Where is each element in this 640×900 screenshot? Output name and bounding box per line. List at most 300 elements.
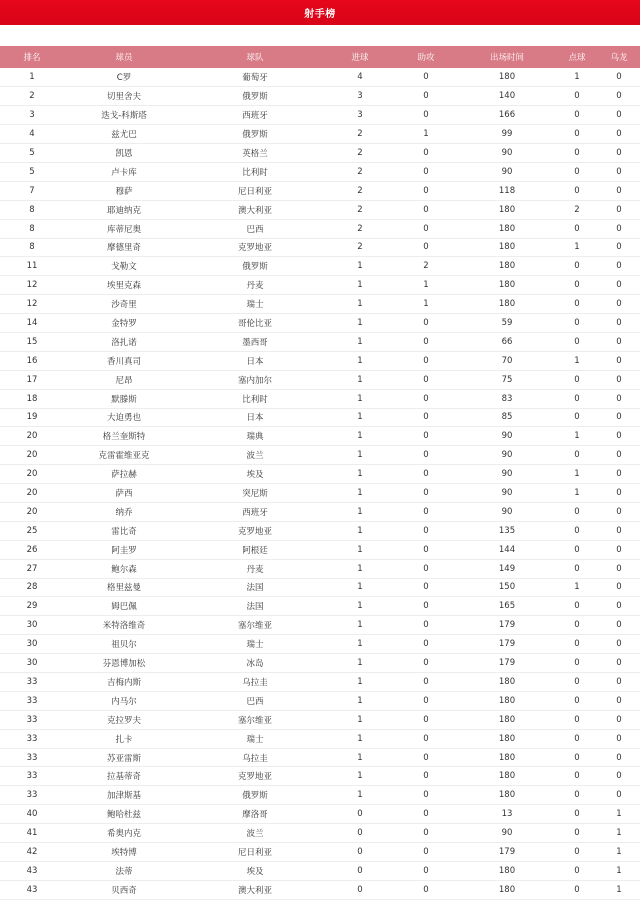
minutes-cell: 180	[498, 261, 516, 272]
assists-cell: 0	[423, 374, 429, 385]
assists-cell: 1	[423, 299, 429, 310]
goals-cell: 0	[357, 846, 363, 857]
penalties-cell: 1	[574, 469, 580, 480]
minutes-cell: 90	[501, 506, 513, 517]
rank-cell: 4	[29, 129, 35, 140]
rank-cell: 33	[26, 790, 38, 801]
table-row[interactable]	[0, 748, 640, 767]
table-row[interactable]	[0, 389, 640, 408]
column-header-own-goals[interactable]: 乌龙	[610, 53, 628, 63]
minutes-cell: 13	[501, 809, 513, 820]
own-goals-cell: 0	[616, 771, 622, 782]
own-goals-cell: 0	[616, 714, 622, 725]
own-goals-cell: 0	[616, 393, 622, 404]
header-spacer	[0, 25, 640, 46]
team-cell: 澳大利亚	[237, 885, 272, 896]
team-cell: 乌拉圭	[242, 753, 268, 764]
minutes-cell: 83	[501, 393, 513, 404]
assists-cell: 0	[423, 846, 429, 857]
table-row[interactable]	[0, 465, 640, 484]
goals-cell: 1	[357, 790, 363, 801]
rank-cell: 33	[26, 752, 38, 763]
penalties-cell: 0	[574, 374, 580, 385]
penalties-cell: 2	[574, 204, 580, 215]
player-cell: 苏亚雷斯	[106, 753, 141, 764]
minutes-cell: 180	[498, 72, 516, 83]
minutes-cell: 180	[498, 695, 516, 706]
team-cell: 埃及	[246, 470, 264, 481]
assists-cell: 0	[423, 865, 429, 876]
table-row[interactable]	[0, 654, 640, 673]
team-cell: 瑞士	[246, 640, 264, 651]
own-goals-cell: 1	[616, 865, 622, 876]
scorers-table	[0, 46, 640, 900]
minutes-cell: 180	[498, 790, 516, 801]
own-goals-cell: 0	[616, 110, 622, 121]
table-row[interactable]	[0, 616, 640, 635]
penalties-cell: 0	[574, 148, 580, 158]
table-row[interactable]	[0, 295, 640, 314]
rank-cell: 41	[26, 828, 38, 839]
penalties-cell: 0	[574, 771, 580, 782]
team-cell: 塞尔维亚	[237, 715, 272, 726]
team-cell: 法国	[246, 583, 264, 594]
own-goals-cell: 0	[616, 676, 622, 687]
player-cell: 希奥内克	[106, 829, 141, 840]
rank-cell: 8	[29, 242, 35, 253]
player-cell: C罗	[116, 73, 132, 84]
rank-cell: 5	[29, 166, 35, 177]
goals-cell: 1	[357, 469, 363, 480]
team-cell: 克罗地亚	[237, 526, 272, 537]
assists-cell: 0	[423, 72, 429, 83]
own-goals-cell: 0	[616, 91, 622, 102]
penalties-cell: 0	[574, 110, 580, 121]
penalties-cell: 1	[574, 242, 580, 253]
rank-cell: 30	[26, 639, 38, 650]
goals-cell: 2	[357, 185, 363, 196]
player-cell: 阿圭罗	[111, 545, 137, 556]
penalties-cell: 0	[574, 809, 580, 820]
table-row[interactable]	[0, 219, 640, 238]
assists-cell: 0	[423, 223, 429, 234]
penalties-cell: 0	[574, 261, 580, 272]
table-row[interactable]	[0, 578, 640, 597]
own-goals-cell: 0	[616, 506, 622, 517]
rank-cell: 33	[26, 733, 38, 744]
player-cell: 萨西	[115, 489, 133, 500]
player-cell: 切里舍夫	[106, 92, 141, 103]
table-row[interactable]	[0, 144, 640, 163]
player-cell: 加津斯基	[106, 791, 141, 802]
assists-cell: 0	[423, 488, 429, 499]
team-cell: 比利时	[242, 167, 268, 178]
rank-cell: 33	[26, 714, 38, 725]
column-header-player[interactable]: 球员	[115, 53, 133, 63]
rank-cell: 20	[26, 506, 38, 517]
team-cell: 埃及	[246, 866, 264, 877]
penalties-cell: 0	[574, 450, 580, 461]
penalties-cell: 0	[574, 223, 580, 234]
table-row[interactable]	[0, 635, 640, 654]
rank-cell: 14	[26, 318, 38, 329]
own-goals-cell: 0	[616, 129, 622, 140]
own-goals-cell: 0	[616, 336, 622, 347]
assists-cell: 0	[423, 336, 429, 347]
rank-cell: 27	[26, 563, 38, 574]
table-row[interactable]	[0, 880, 640, 899]
minutes-cell: 179	[498, 658, 516, 669]
assists-cell: 0	[423, 91, 429, 102]
assists-cell: 0	[423, 506, 429, 517]
rank-cell: 40	[26, 809, 38, 820]
minutes-cell: 150	[498, 582, 516, 593]
table-header-row	[0, 46, 640, 68]
player-cell: 克雷霍维亚克	[98, 451, 150, 462]
goals-cell: 1	[357, 639, 363, 650]
own-goals-cell: 0	[616, 733, 622, 744]
rank-cell: 30	[26, 620, 38, 631]
table-row[interactable]	[0, 181, 640, 200]
team-cell: 瑞士	[246, 300, 264, 311]
player-cell: 姆巴佩	[111, 602, 137, 613]
minutes-cell: 180	[498, 299, 516, 310]
player-cell: 埃特博	[111, 847, 137, 858]
penalties-cell: 0	[574, 336, 580, 347]
assists-cell: 0	[423, 658, 429, 669]
own-goals-cell: 0	[616, 242, 622, 253]
table-row[interactable]	[0, 729, 640, 748]
own-goals-cell: 0	[616, 620, 622, 631]
goals-cell: 3	[357, 91, 363, 102]
rank-cell: 12	[26, 299, 38, 310]
minutes-cell: 180	[498, 204, 516, 215]
penalties-cell: 0	[574, 166, 580, 177]
table-row[interactable]	[0, 427, 640, 446]
penalties-cell: 0	[574, 129, 580, 140]
rank-cell: 42	[26, 846, 38, 857]
rank-cell: 16	[26, 355, 38, 366]
rank-cell: 8	[29, 204, 35, 215]
assists-cell: 0	[423, 676, 429, 687]
goals-cell: 1	[357, 658, 363, 669]
minutes-cell: 90	[501, 450, 513, 461]
own-goals-cell: 0	[616, 431, 622, 442]
goals-cell: 1	[357, 714, 363, 725]
own-goals-cell: 0	[616, 639, 622, 650]
penalties-cell: 0	[574, 563, 580, 574]
rank-cell: 20	[26, 488, 38, 499]
assists-cell: 0	[423, 242, 429, 253]
own-goals-cell: 0	[616, 204, 622, 215]
own-goals-cell: 0	[616, 72, 622, 83]
minutes-cell: 135	[498, 525, 516, 536]
player-cell: 贝西奇	[111, 885, 137, 896]
penalties-cell: 1	[574, 488, 580, 499]
penalties-cell: 0	[574, 525, 580, 536]
penalties-cell: 0	[574, 299, 580, 310]
own-goals-cell: 0	[616, 374, 622, 385]
penalties-cell: 0	[574, 393, 580, 404]
minutes-cell: 144	[498, 544, 516, 555]
rank-cell: 2	[29, 91, 35, 102]
minutes-cell: 179	[498, 620, 516, 631]
minutes-cell: 180	[498, 771, 516, 782]
goals-cell: 2	[357, 223, 363, 234]
column-header-team[interactable]: 球队	[246, 53, 264, 63]
table-row[interactable]	[0, 805, 640, 824]
penalties-cell: 0	[574, 733, 580, 744]
own-goals-cell: 0	[616, 223, 622, 234]
minutes-cell: 165	[498, 601, 516, 612]
own-goals-cell: 0	[616, 469, 622, 480]
rank-cell: 3	[29, 110, 35, 121]
table-row[interactable]	[0, 786, 640, 805]
player-cell: 法蒂	[115, 866, 133, 877]
minutes-cell: 180	[498, 884, 516, 895]
team-cell: 俄罗斯	[242, 130, 268, 141]
table-row[interactable]	[0, 597, 640, 616]
penalties-cell: 0	[574, 601, 580, 612]
minutes-cell: 180	[498, 752, 516, 763]
rank-cell: 25	[26, 525, 38, 536]
table-row[interactable]	[0, 843, 640, 862]
minutes-cell: 166	[498, 110, 516, 121]
penalties-cell: 0	[574, 639, 580, 650]
column-header-minutes[interactable]: 出场时间	[489, 53, 524, 63]
table-row[interactable]	[0, 87, 640, 106]
own-goals-cell: 0	[616, 544, 622, 555]
column-header-assists[interactable]: 助攻	[417, 53, 435, 63]
rank-cell: 43	[26, 865, 38, 876]
table-row[interactable]	[0, 408, 640, 427]
table-row[interactable]	[0, 767, 640, 786]
penalties-cell: 0	[574, 846, 580, 857]
goals-cell: 1	[357, 488, 363, 499]
own-goals-cell: 0	[616, 582, 622, 593]
rank-cell: 26	[26, 544, 38, 555]
own-goals-cell: 0	[616, 695, 622, 706]
player-cell: 芬恩博加松	[102, 659, 146, 670]
assists-cell: 0	[423, 695, 429, 706]
table-row[interactable]	[0, 200, 640, 219]
table-row[interactable]	[0, 559, 640, 578]
minutes-cell: 70	[501, 355, 513, 366]
player-cell: 克拉罗夫	[106, 715, 141, 726]
penalties-cell: 0	[574, 544, 580, 555]
rank-cell: 20	[26, 469, 38, 480]
own-goals-cell: 0	[616, 601, 622, 612]
page-title: 射手榜	[304, 9, 336, 20]
penalties-cell: 0	[574, 318, 580, 329]
goals-cell: 0	[357, 809, 363, 820]
assists-cell: 0	[423, 544, 429, 555]
minutes-cell: 90	[501, 469, 513, 480]
team-cell: 西班牙	[242, 507, 268, 518]
own-goals-cell: 0	[616, 412, 622, 423]
assists-cell: 0	[423, 204, 429, 215]
rank-cell: 43	[26, 884, 38, 895]
own-goals-cell: 0	[616, 166, 622, 177]
player-cell: 内马尔	[111, 696, 137, 707]
table-row[interactable]	[0, 332, 640, 351]
player-cell: 耶迪纳克	[106, 205, 141, 216]
penalties-cell: 0	[574, 506, 580, 517]
own-goals-cell: 0	[616, 280, 622, 291]
minutes-cell: 180	[498, 242, 516, 253]
own-goals-cell: 1	[616, 846, 622, 857]
goals-cell: 2	[357, 166, 363, 177]
assists-cell: 0	[423, 601, 429, 612]
own-goals-cell: 1	[616, 884, 622, 895]
assists-cell: 0	[423, 525, 429, 536]
assists-cell: 0	[423, 450, 429, 461]
table-row[interactable]	[0, 276, 640, 295]
penalties-cell: 0	[574, 714, 580, 725]
table-row[interactable]	[0, 106, 640, 125]
minutes-cell: 90	[501, 431, 513, 442]
goals-cell: 1	[357, 431, 363, 442]
assists-cell: 0	[423, 828, 429, 839]
team-cell: 塞尔维亚	[237, 621, 272, 632]
team-cell: 俄罗斯	[242, 791, 268, 802]
minutes-cell: 90	[501, 148, 513, 158]
table-row[interactable]	[0, 521, 640, 540]
assists-cell: 0	[423, 639, 429, 650]
player-cell: 库蒂尼奥	[106, 224, 141, 235]
goals-cell: 1	[357, 261, 363, 272]
goals-cell: 1	[357, 412, 363, 423]
assists-cell: 0	[423, 884, 429, 895]
column-header-goals[interactable]: 进球	[351, 53, 369, 63]
assists-cell: 0	[423, 469, 429, 480]
table-row[interactable]	[0, 540, 640, 559]
team-cell: 波兰	[246, 829, 264, 840]
column-header-rank[interactable]: 排名	[23, 53, 41, 63]
own-goals-cell: 0	[616, 355, 622, 366]
table-row[interactable]	[0, 238, 640, 257]
team-cell: 摩洛哥	[242, 810, 268, 821]
rank-cell: 33	[26, 676, 38, 687]
player-cell: 兹尤巴	[111, 130, 137, 141]
rank-cell: 17	[26, 374, 38, 385]
goals-cell: 1	[357, 544, 363, 555]
table-row[interactable]	[0, 257, 640, 276]
team-cell: 尼日利亚	[237, 186, 272, 197]
table-row[interactable]	[0, 125, 640, 144]
player-cell: 拉基蒂奇	[106, 772, 141, 783]
rank-cell: 20	[26, 431, 38, 442]
assists-cell: 0	[423, 318, 429, 329]
goals-cell: 1	[357, 336, 363, 347]
goals-cell: 1	[357, 355, 363, 366]
team-cell: 塞内加尔	[237, 375, 272, 386]
team-cell: 瑞典	[246, 432, 264, 443]
player-cell: 金特罗	[111, 319, 137, 330]
assists-cell: 1	[423, 129, 429, 140]
table-row[interactable]	[0, 68, 640, 87]
goals-cell: 1	[357, 525, 363, 536]
table-row[interactable]	[0, 502, 640, 521]
player-cell: 香川真司	[106, 356, 141, 367]
player-cell: 格里兹曼	[106, 583, 141, 594]
minutes-cell: 180	[498, 280, 516, 291]
own-goals-cell: 0	[616, 790, 622, 801]
goals-cell: 1	[357, 280, 363, 291]
assists-cell: 2	[423, 261, 429, 272]
table-row[interactable]	[0, 446, 640, 465]
table-row[interactable]	[0, 162, 640, 181]
minutes-cell: 179	[498, 639, 516, 650]
goals-cell: 3	[357, 110, 363, 121]
player-cell: 格兰奎斯特	[102, 432, 146, 443]
table-row[interactable]	[0, 691, 640, 710]
team-cell: 英格兰	[242, 149, 268, 159]
goals-cell: 2	[357, 204, 363, 215]
player-cell: 迭戈-科斯塔	[101, 111, 147, 122]
own-goals-cell: 0	[616, 261, 622, 272]
goals-cell: 1	[357, 676, 363, 687]
minutes-cell: 90	[501, 488, 513, 499]
minutes-cell: 179	[498, 846, 516, 857]
minutes-cell: 90	[501, 166, 513, 177]
assists-cell: 0	[423, 733, 429, 744]
table-row[interactable]	[0, 484, 640, 503]
table-row[interactable]	[0, 370, 640, 389]
team-cell: 巴西	[246, 224, 264, 235]
penalties-cell: 0	[574, 752, 580, 763]
team-cell: 俄罗斯	[242, 92, 268, 103]
table-row[interactable]	[0, 673, 640, 692]
penalties-cell: 1	[574, 355, 580, 366]
goals-cell: 1	[357, 299, 363, 310]
player-cell: 吉梅内斯	[106, 677, 141, 688]
rank-cell: 11	[26, 261, 38, 272]
goals-cell: 0	[357, 828, 363, 839]
table-row[interactable]	[0, 824, 640, 843]
team-cell: 日本	[246, 413, 264, 424]
player-cell: 鲍尔森	[111, 564, 137, 575]
player-cell: 卢卡库	[111, 167, 137, 178]
assists-cell: 0	[423, 563, 429, 574]
assists-cell: 0	[423, 110, 429, 121]
goals-cell: 1	[357, 695, 363, 706]
player-cell: 祖贝尔	[111, 640, 137, 651]
penalties-cell: 0	[574, 658, 580, 669]
table-row[interactable]	[0, 710, 640, 729]
rank-cell: 28	[26, 582, 38, 593]
player-cell: 戈勒文	[111, 262, 137, 273]
team-cell: 丹麦	[246, 564, 264, 575]
column-header-penalties[interactable]: 点球	[568, 53, 586, 63]
goals-cell: 1	[357, 733, 363, 744]
penalties-cell: 0	[574, 412, 580, 423]
penalties-cell: 0	[574, 865, 580, 876]
team-cell: 丹麦	[246, 281, 264, 292]
table-row[interactable]	[0, 314, 640, 333]
own-goals-cell: 0	[616, 563, 622, 574]
table-row[interactable]	[0, 351, 640, 370]
goals-cell: 1	[357, 374, 363, 385]
assists-cell: 0	[423, 771, 429, 782]
rank-cell: 33	[26, 695, 38, 706]
player-cell: 摩德里奇	[106, 243, 141, 254]
goals-cell: 0	[357, 865, 363, 876]
player-cell: 沙奇里	[111, 300, 137, 311]
goals-cell: 1	[357, 393, 363, 404]
own-goals-cell: 0	[616, 299, 622, 310]
table-row[interactable]	[0, 861, 640, 880]
